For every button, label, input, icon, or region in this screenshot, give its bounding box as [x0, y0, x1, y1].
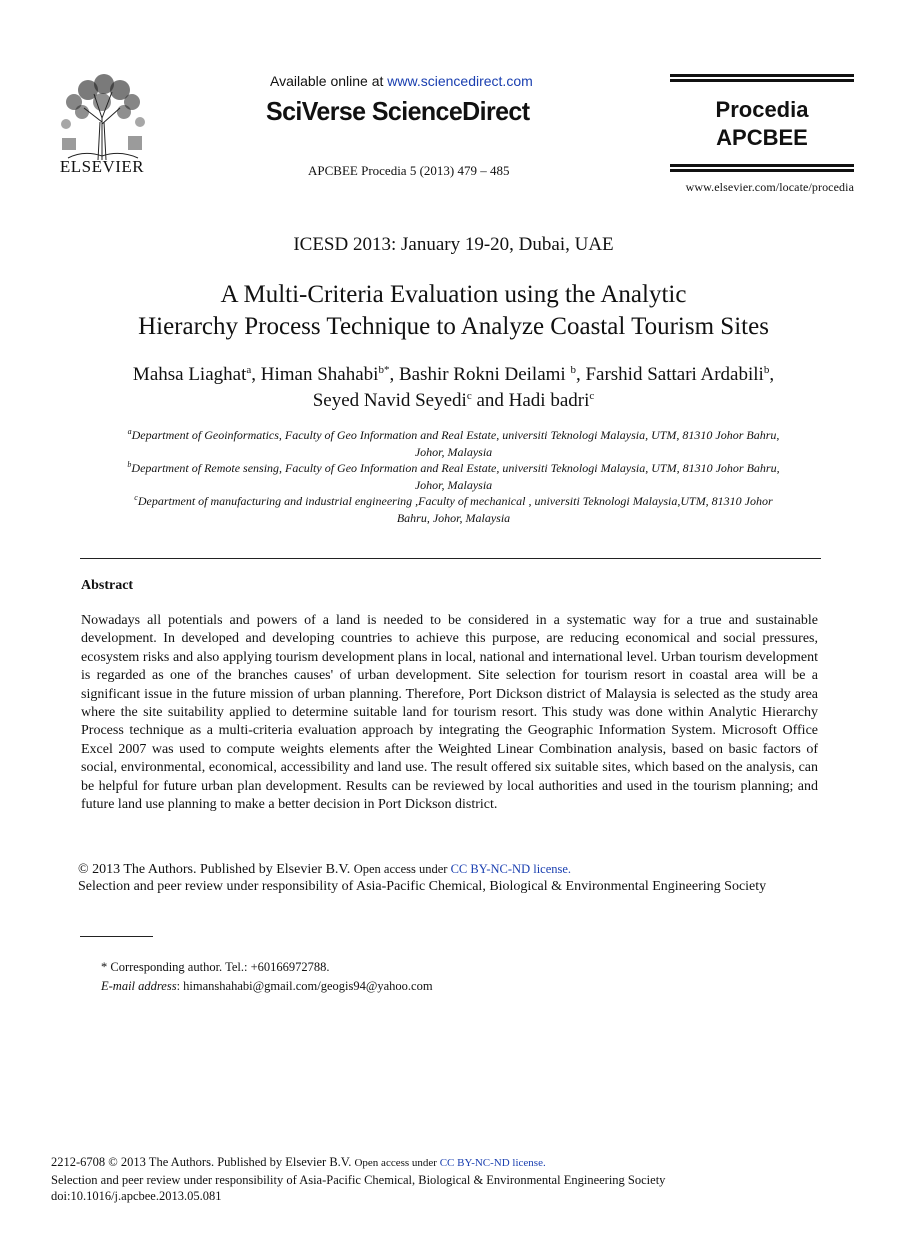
paper-title-line: Hierarchy Process Technique to Analyze Coastal Tourism Sites	[138, 313, 769, 340]
copyright-text: © 2013 The Authors. Published by Elsevier B.V.	[78, 862, 354, 877]
journal-logo-rule	[670, 79, 854, 82]
affiliations	[80, 427, 827, 527]
copyright-line	[78, 862, 571, 878]
footer-doi[interactable]: doi:10.1016/j.apcbee.2013.05.081	[51, 1189, 222, 1203]
paper-title	[60, 279, 847, 343]
author-affil-mark: c	[589, 390, 595, 402]
author-affil-mark: c	[466, 390, 472, 402]
author-separator: ,	[389, 364, 399, 385]
author-name: Farshid Sattari Ardabili	[585, 364, 764, 385]
journal-name-line1: Procedia	[715, 97, 809, 122]
journal-logo-rule	[670, 164, 854, 167]
sciencedirect-link[interactable]: www.sciencedirect.com	[387, 73, 533, 89]
journal-citation: APCBEE Procedia 5 (2013) 479 – 485	[308, 163, 510, 178]
footer-issn: 2212-6708 © 2013 The Authors. Published by Elsevier B.V.	[51, 1155, 355, 1169]
author-separator: ,	[575, 364, 586, 385]
email-note	[101, 979, 433, 994]
author-list	[60, 362, 847, 414]
abstract-body: Nowadays all potentials and powers of a land is needed to be considered in a systematic way for a true and sustainable development. In developed and developing countries to achieve this purpose, are reducing economical and social pressures, ecosystem risks and also applying tourism development plans in local, national and international level. Urban tourism development is regarded as one of the branches causes' of urban development. Site selection for tourism resort in coastal area will be a significant issue in the future mission of urban planning. Therefore, Port Dickson district of Malaysia is selected as the study area where the site suitability applied to determine suitable land for tourism resort. This study was done within Analytic Hierarchy Process technique as a multi-criteria evaluation approach by integrating the Geographic Information System. Microsoft Office Excel 2007 was used to compute weights elements after the Weighted Linear Combination analysis, based on basic factors of social, environmental, economical, accessibility and land use. The result offered six suitable sites, which based on the analysis, can be helpful for future urban plan development. Results can be reviewed by local authorities and used in the tourism planning; and future land use planning to make a better decision in Port Dickson district.	[81, 613, 818, 813]
author-name: Seyed Navid Seyedi	[312, 390, 467, 411]
license-link[interactable]: CC BY-NC-ND license.	[450, 862, 572, 876]
affiliation-mark: a	[127, 427, 132, 436]
publisher-logo-text: ELSEVIER	[59, 157, 145, 176]
available-online	[270, 73, 533, 89]
page-footer	[51, 1154, 665, 1205]
platform-name: SciVerse ScienceDirect	[266, 96, 530, 126]
affiliation-text: Department of Remote sensing, Faculty of Geo Information and Real Estate, universiti Teknologi Malaysia, UTM, 81310 Johor Bahru,	[131, 461, 780, 476]
author-separator: ,	[251, 364, 261, 385]
divider	[80, 558, 821, 559]
footer-issn-line	[51, 1154, 665, 1172]
affiliation-text: Bahru, Johor, Malaysia	[396, 510, 511, 525]
available-online-prefix: Available online at	[270, 73, 388, 89]
author-name: Himan Shahabi	[260, 364, 379, 385]
author-affil-mark: b	[763, 364, 770, 376]
footer-open-access: Open access under	[354, 1157, 440, 1169]
author-and: and	[471, 390, 509, 411]
paper-title-line: A Multi-Criteria Evaluation using the Analytic	[220, 281, 687, 308]
affiliation	[80, 460, 827, 493]
author-name: Bashir Rokni Deilami	[398, 364, 571, 385]
affiliation-text: Johor, Malaysia	[414, 477, 493, 492]
corresponding-author-note: * Corresponding author. Tel.: +60166972788.	[101, 960, 330, 974]
author-separator: ,	[769, 364, 775, 385]
author-affil-mark: b	[570, 364, 576, 376]
open-access-text: Open access under	[353, 862, 451, 876]
affiliation-text: Department of manufacturing and industrial engineering ,Faculty of mechanical , universiti Teknologi Malaysia,UTM, 81310 Johor	[137, 494, 773, 509]
journal-logo	[670, 74, 854, 174]
email-value: : himanshahabi@gmail.com/geogis94@yahoo.com	[176, 979, 433, 993]
peer-review-statement: Selection and peer review under responsibility of Asia-Pacific Chemical, Biological & Environmental Engineering Society	[78, 879, 767, 894]
affiliation-mark: b	[127, 460, 132, 470]
footnote-divider	[80, 936, 153, 937]
abstract-heading: Abstract	[81, 578, 134, 593]
author-name: Hadi badri	[508, 390, 590, 411]
journal-logo-rule	[670, 169, 854, 172]
affiliation	[80, 493, 827, 526]
journal-logo-rule	[670, 74, 854, 77]
author-line	[60, 362, 847, 388]
conference-line: ICESD 2013: January 19-20, Dubai, UAE	[293, 234, 614, 255]
email-label: E-mail address	[101, 979, 177, 993]
footer-selection: Selection and peer review under responsibility of Asia-Pacific Chemical, Biological & Environmental Engineering Society	[51, 1172, 666, 1187]
author-affil-mark: b*	[378, 364, 390, 376]
elsevier-tree-logo	[54, 72, 150, 162]
author-name: Mahsa Liaghat	[132, 364, 247, 385]
footer-license-link[interactable]: CC BY-NC-ND license.	[439, 1157, 546, 1169]
affiliation	[80, 427, 827, 460]
journal-url[interactable]: www.elsevier.com/locate/procedia	[685, 180, 854, 194]
journal-name-line2: APCBEE	[716, 125, 808, 150]
affiliation-mark: c	[134, 493, 138, 503]
affiliation-text: Department of Geoinformatics, Faculty of Geo Information and Real Estate, universiti Teknologi Malaysia, UTM, 81310 Johor Bahru,	[131, 428, 780, 442]
affiliation-text: Johor, Malaysia	[414, 444, 493, 459]
author-line	[60, 388, 847, 414]
author-affil-mark: a	[246, 364, 252, 376]
